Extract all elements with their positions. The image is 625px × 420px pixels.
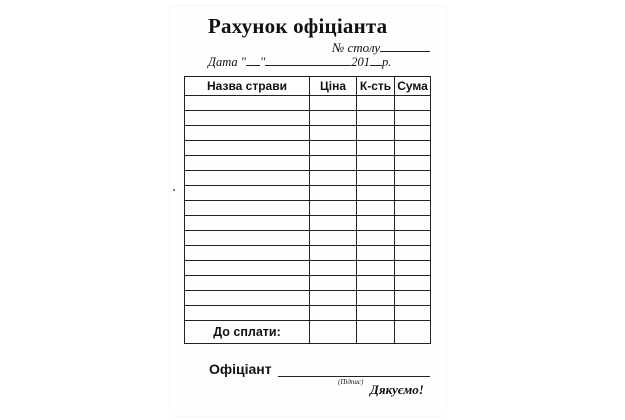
price-cell[interactable] [310, 201, 357, 216]
sum-cell[interactable] [395, 171, 431, 186]
date-day-blank[interactable] [246, 55, 260, 66]
header-row [185, 77, 431, 96]
sum-cell[interactable] [395, 111, 431, 126]
table-row [185, 291, 431, 306]
dish-name-cell[interactable] [185, 231, 310, 246]
header-price: Ціна [310, 77, 357, 96]
sum-cell[interactable] [395, 126, 431, 141]
sum-cell[interactable] [395, 261, 431, 276]
price-cell[interactable] [310, 186, 357, 201]
dish-name-cell[interactable] [185, 141, 310, 156]
dish-name-cell[interactable] [185, 216, 310, 231]
table-number-blank[interactable] [380, 40, 430, 52]
price-cell[interactable] [310, 156, 357, 171]
table-row [185, 156, 431, 171]
sum-cell[interactable] [395, 306, 431, 321]
quantity-cell[interactable] [357, 171, 395, 186]
table-number-field [332, 40, 430, 56]
quantity-cell[interactable] [357, 201, 395, 216]
total-price-cell[interactable] [310, 321, 357, 344]
sum-cell[interactable] [395, 276, 431, 291]
date-quote-open: " [240, 55, 247, 69]
waiter-signature-line[interactable] [278, 376, 430, 377]
quantity-cell[interactable] [357, 306, 395, 321]
date-quote-close: " [260, 55, 266, 69]
thanks-text: Дякуємо! [370, 382, 424, 397]
quantity-cell[interactable] [357, 216, 395, 231]
quantity-cell[interactable] [357, 276, 395, 291]
quantity-cell[interactable] [357, 111, 395, 126]
dish-name-cell[interactable] [185, 126, 310, 141]
quantity-cell[interactable] [357, 141, 395, 156]
price-cell[interactable] [310, 126, 357, 141]
dish-name-cell[interactable] [185, 201, 310, 216]
price-cell[interactable] [310, 171, 357, 186]
table-number-label: № столу [332, 40, 381, 55]
quantity-cell[interactable] [357, 96, 395, 111]
header-quantity: К-сть [357, 77, 395, 96]
dish-name-cell[interactable] [185, 156, 310, 171]
price-cell[interactable] [310, 141, 357, 156]
quantity-cell[interactable] [357, 261, 395, 276]
price-cell[interactable] [310, 96, 357, 111]
sum-cell[interactable] [395, 201, 431, 216]
price-cell[interactable] [310, 276, 357, 291]
table-row [185, 246, 431, 261]
table-row [185, 111, 431, 126]
table-row [185, 201, 431, 216]
table-row [185, 261, 431, 276]
sum-cell[interactable] [395, 186, 431, 201]
price-cell[interactable] [310, 306, 357, 321]
date-year-blank[interactable] [370, 55, 382, 66]
dish-name-cell[interactable] [185, 96, 310, 111]
date-month-blank[interactable] [265, 55, 351, 66]
sum-cell[interactable] [395, 231, 431, 246]
bill-table [184, 76, 431, 344]
paper-speck [173, 189, 175, 191]
price-cell[interactable] [310, 261, 357, 276]
date-year-prefix: 201 [351, 55, 371, 69]
date-label: Дата [208, 55, 238, 69]
price-cell[interactable] [310, 111, 357, 126]
table-row [185, 171, 431, 186]
price-cell[interactable] [310, 291, 357, 306]
date-field [208, 55, 391, 70]
table-row [185, 276, 431, 291]
sum-cell[interactable] [395, 156, 431, 171]
price-cell[interactable] [310, 231, 357, 246]
quantity-cell[interactable] [357, 291, 395, 306]
table-row [185, 231, 431, 246]
table-row [185, 126, 431, 141]
header-sum: Сума [395, 77, 431, 96]
sum-cell[interactable] [395, 141, 431, 156]
total-quantity-cell[interactable] [357, 321, 395, 344]
table-row [185, 96, 431, 111]
price-cell[interactable] [310, 216, 357, 231]
dish-name-cell[interactable] [185, 291, 310, 306]
dish-name-cell[interactable] [185, 171, 310, 186]
quantity-cell[interactable] [357, 186, 395, 201]
dish-name-cell[interactable] [185, 186, 310, 201]
table-row [185, 141, 431, 156]
total-row [185, 321, 431, 344]
sum-cell[interactable] [395, 216, 431, 231]
date-suffix: р. [382, 55, 392, 69]
table-row [185, 216, 431, 231]
total-label: До сплати: [185, 321, 310, 344]
header-dish-name: Назва страви [185, 77, 310, 96]
quantity-cell[interactable] [357, 156, 395, 171]
sum-cell[interactable] [395, 96, 431, 111]
quantity-cell[interactable] [357, 231, 395, 246]
dish-name-cell[interactable] [185, 246, 310, 261]
dish-name-cell[interactable] [185, 261, 310, 276]
waiter-label: Офіціант [209, 361, 272, 377]
sum-cell[interactable] [395, 291, 431, 306]
quantity-cell[interactable] [357, 126, 395, 141]
signature-hint: (Підпис) [338, 378, 364, 386]
table-row [185, 186, 431, 201]
table-row [185, 306, 431, 321]
total-sum-cell[interactable] [395, 321, 431, 344]
form-title: Рахунок офіціанта [208, 14, 388, 38]
price-cell[interactable] [310, 246, 357, 261]
dish-name-cell[interactable] [185, 111, 310, 126]
sum-cell[interactable] [395, 246, 431, 261]
dish-name-cell[interactable] [185, 276, 310, 291]
dish-name-cell[interactable] [185, 306, 310, 321]
bill-body [185, 96, 431, 344]
quantity-cell[interactable] [357, 246, 395, 261]
